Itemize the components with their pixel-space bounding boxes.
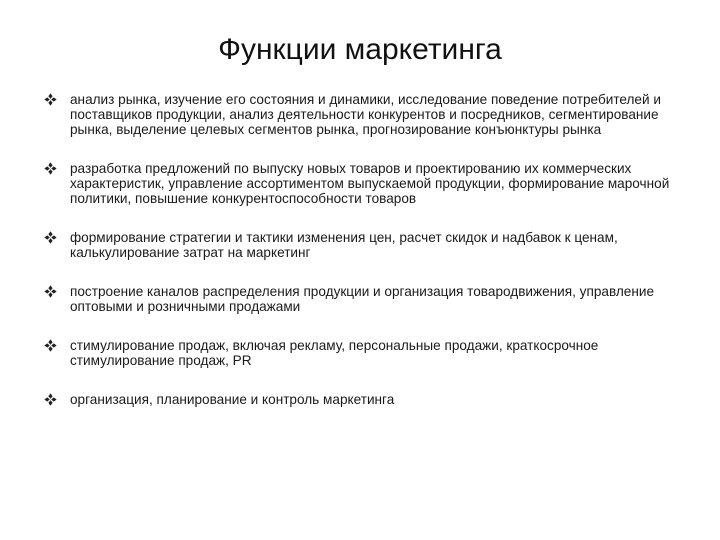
list-item	[44, 392, 670, 407]
diamond-clover-bullet-icon	[44, 285, 57, 298]
list-item	[44, 338, 670, 368]
list-item	[44, 284, 670, 314]
diamond-clover-bullet-icon	[44, 162, 57, 175]
list-item-text: разработка предложений по выпуску новых товаров и проектированию их коммерческих характеристик, управление ассортиментом выпускаемой продукции, формирование марочной политики, повышение конкурентоспособности товаров	[70, 161, 670, 206]
slide-title: Функции маркетинга	[218, 33, 502, 66]
diamond-clover-bullet-icon	[44, 93, 57, 106]
list-item	[44, 161, 670, 206]
list-item-text: формирование стратегии и тактики изменения цен, расчет скидок и надбавок к ценам, калькулирование затрат на маркетинг	[70, 230, 618, 260]
list-item-text: анализ рынка, изучение его состояния и динамики, исследование поведение потребителей и поставщиков продукции, анализ деятельности конкурентов и посредников, сегментирование рынка, выделение целевых сегментов рынка, прогнозирование конъюнктуры рынка	[70, 92, 661, 137]
bullet-list	[44, 92, 670, 407]
list-item	[44, 92, 670, 137]
diamond-clover-bullet-icon	[44, 393, 57, 406]
list-item-text: стимулирование продаж, включая рекламу, персональные продажи, краткосрочное стимулирование продаж, PR	[70, 338, 599, 368]
diamond-clover-bullet-icon	[44, 231, 57, 244]
list-item-text: построение каналов распределения продукции и организация товародвижения, управление оптовыми и розничными продажами	[70, 284, 655, 314]
diamond-clover-bullet-icon	[44, 339, 57, 352]
list-item-text: организация, планирование и контроль маркетинга	[70, 392, 395, 407]
list-item	[44, 230, 670, 260]
